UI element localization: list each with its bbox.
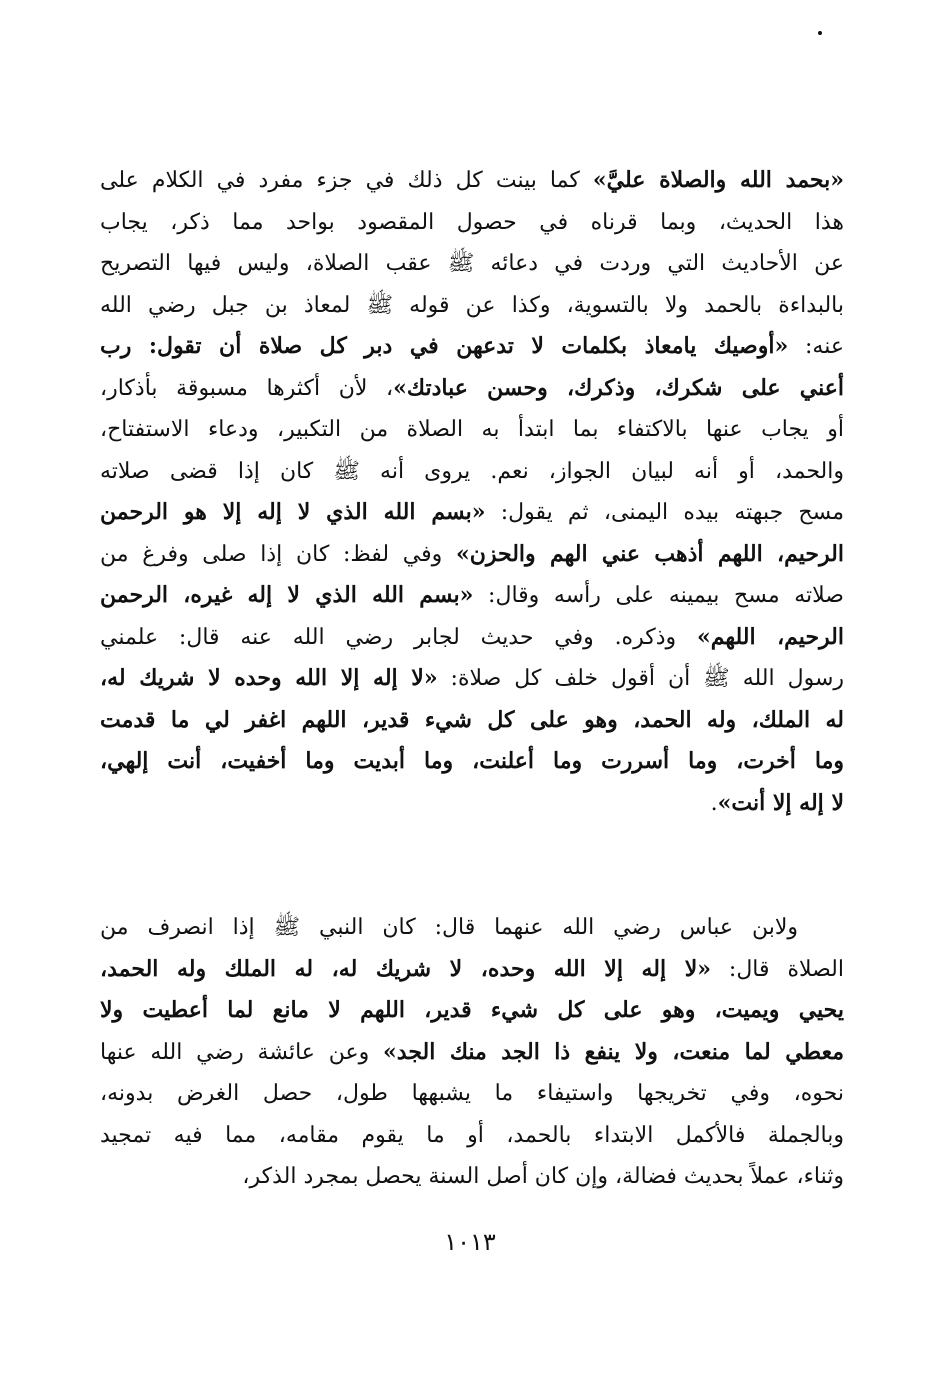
body-text: ، لأن أكثرها مسبوقة بأذكار، [100,375,394,401]
quoted-text: معطي لما منعت، ولا ينفع ذا الجد منك الجد» [383,1038,844,1065]
body-text: وذكره. وفي حديث لجابر رضي الله عنه قال: علمني [100,624,697,650]
text-line [100,285,844,327]
text-line [100,949,844,991]
body-text: وفي لفظ: كان إذا صلى وفرغ من [100,541,456,567]
body-text: وثناء، عملاً بحديث فضالة، وإن كان أصل السنة يحصل بمجرد الذكر، [242,1164,844,1189]
body-text: نحوه، وفي تخريجها واستيفاء ما يشبهها طول، حصل الغرض بدونه، [100,1081,844,1106]
body-text: صلاته مسح بيمينه على رأسه وقال: [473,583,844,608]
text-line [100,1032,844,1074]
text-line [100,1156,844,1198]
quoted-text: الرحيم، اللهم» [696,623,844,650]
quoted-text: «بسم الله الذي لا إله غيره، الرحمن [100,582,474,608]
body-text: عن الأحاديث التي وردت في دعائه ﷺ عقب الصلاة، وليس فيها التصريح [100,251,844,276]
body-text: كما بينت كل ذلك في جزء مفرد في الكلام على [100,168,593,193]
quoted-text: «بسم الله الذي لا إله إلا هو الرحمن [100,499,486,525]
quoted-text: لا إله إلا أنت» [717,789,844,816]
body-text: وعن عائشة رضي الله عنها [100,1039,384,1065]
text-line [100,534,844,576]
paragraph-2 [100,907,844,1198]
body-text: الصلاة قال: [711,956,844,982]
text-line [100,990,844,1032]
body-text: . [710,790,718,816]
body-text: وبالجملة فالأكمل الابتداء بالحمد، أو ما يقوم مقامه، مما فيه تمجيد [100,1122,844,1148]
text-line [100,160,844,202]
paragraph-1 [100,160,844,824]
body-text: هذا الحديث، وبما قرناه في حصول المقصود بواحد مما ذكر، يجاب [100,209,844,235]
body-text: ولابن عباس رضي الله عنهما قال: كان النبي ﷺ إذا انصرف من [100,915,798,940]
text-line [100,1115,844,1157]
quoted-text: «لا إله إلا الله وحده لا شريك له، [100,665,438,691]
text-line [100,492,844,534]
quoted-text: يحيي ويميت، وهو على كل شيء قدير، اللهم لا مانع لما أعطيت ولا [100,997,844,1023]
text-line [100,783,844,825]
quoted-text: «بحمد الله والصلاة عليَّ» [592,167,844,193]
text-line [100,451,844,493]
text-line [100,1073,844,1115]
body-text: عنه: [788,334,844,359]
body-text: بالبداءة بالحمد ولا بالتسوية، وكذا عن قوله ﷺ لمعاذ بن جبل رضي الله [100,292,844,318]
quoted-text: وما أخرت، وما أسررت وما أعلنت، وما أبديت وما أخفيت، أنت إلهي، [100,748,844,774]
body-text: والحمد، أو أنه لبيان الجواز، نعم. يروى أنه ﷺ كان إذا قضى صلاته [100,458,844,484]
text-line [100,741,844,783]
page-number: ١٠١٣ [444,1228,496,1256]
body-text: رسول الله ﷺ أن أقول خلف كل صلاة: [437,666,844,691]
text-line [100,700,844,742]
body-text: مسح جبهته بيده اليمنى، ثم يقول: [485,500,844,525]
text-line [100,409,844,451]
page-mark-dot [818,31,822,35]
quoted-text: أعني على شكرك، وذكرك، وحسن عبادتك» [393,374,844,401]
text-line [100,326,844,368]
quoted-text: الرحيم، اللهم أذهب عني الهم والحزن» [455,540,844,567]
body-text: أو يجاب عنها بالاكتفاء بما ابتدأ به الصلاة من التكبير، ودعاء الاستفتاح، [100,417,844,442]
text-line [100,907,844,949]
quoted-text: «أوصيك يامعاذ بكلمات لا تدعهن في دبر كل صلاة أن تقول: رب [100,333,789,359]
text-line [100,368,844,410]
text-line [100,617,844,659]
text-line [100,202,844,244]
text-line [100,243,844,285]
quoted-text: «لا إله إلا الله وحده، لا شريك له، له الملك وله الحمد، [100,955,711,982]
text-line [100,575,844,617]
text-line [100,658,844,700]
quoted-text: له الملك، وله الحمد، وهو على كل شيء قدير، اللهم اغفر لي ما قدمت [100,706,844,733]
